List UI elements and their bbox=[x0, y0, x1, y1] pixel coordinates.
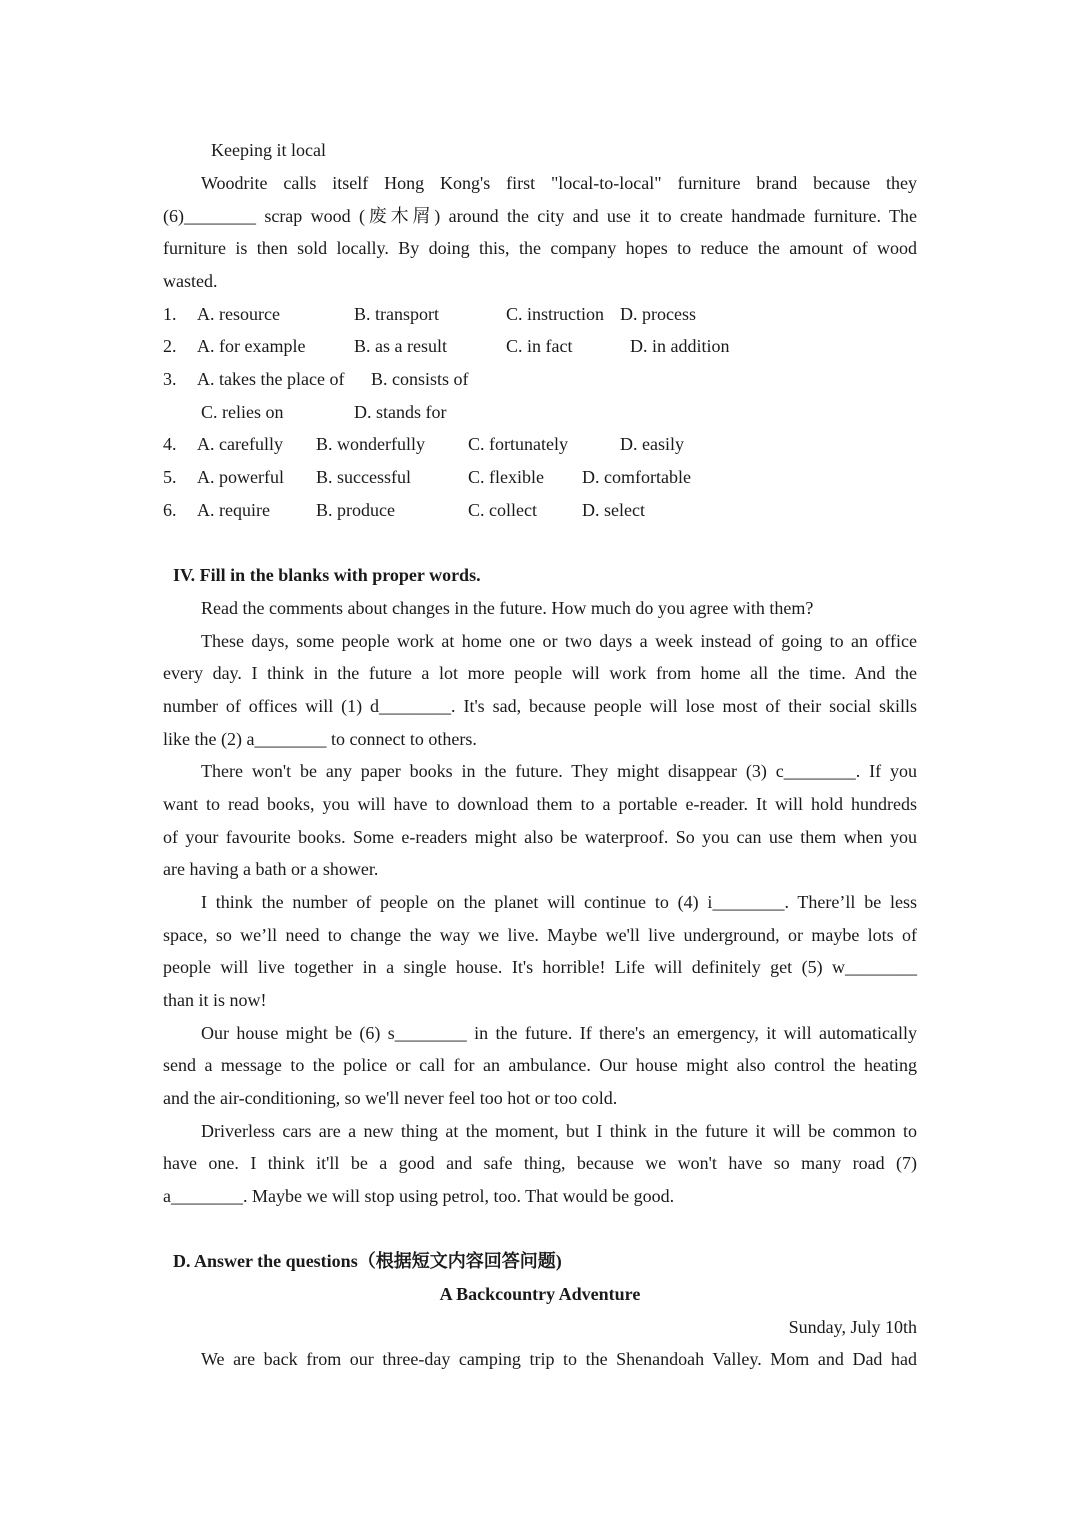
paragraph-line: a________. Maybe we will stop using petrol, too. That would be good. bbox=[163, 1186, 675, 1206]
section-intro: Read the comments about changes in the future. How much do you agree with them? bbox=[201, 598, 814, 618]
paragraph-line: are having a bath or a shower. bbox=[163, 859, 379, 879]
choice-option: B. wonderfully bbox=[316, 434, 425, 454]
choice-option: C. instruction bbox=[506, 304, 604, 324]
choice-option: D. easily bbox=[620, 434, 684, 454]
choice-option: D. comfortable bbox=[582, 467, 691, 487]
passage-line: Woodrite calls itself Hong Kong's first "local-to-local" furniture brand because they bbox=[201, 173, 917, 193]
choice-option: B. successful bbox=[316, 467, 411, 487]
choice-option: C. in fact bbox=[506, 336, 573, 356]
paragraph-line: every day. I think in the future a lot more people will work from home all the time. And the bbox=[163, 663, 917, 683]
passage-line: furniture is then sold locally. By doing this, the company hopes to reduce the amount of wood bbox=[163, 238, 917, 258]
choice-row bbox=[163, 428, 917, 461]
choice-row bbox=[163, 298, 917, 331]
choice-option: D. process bbox=[620, 304, 696, 324]
choice-option: C. flexible bbox=[468, 467, 544, 487]
choice-option: A. for example bbox=[197, 336, 306, 356]
choice-row bbox=[163, 396, 917, 429]
paragraph-line: Our house might be (6) s________ in the future. If there's an emergency, it will automatically bbox=[201, 1023, 917, 1043]
choice-option: A. powerful bbox=[197, 467, 284, 487]
paragraph-line: people will live together in a single house. It's horrible! Life will definitely get (5) w________ bbox=[163, 957, 917, 977]
passage-line: (6)________ scrap wood (废木屑) around the city and use it to create handmade furniture. The bbox=[163, 206, 917, 226]
choice-option: A. resource bbox=[197, 304, 280, 324]
section-heading: D. Answer the questions（根据短文内容回答问题) bbox=[173, 1251, 562, 1271]
passage-title: Keeping it local bbox=[211, 140, 326, 160]
paragraph-line: space, so we’ll need to change the way we live. Maybe we'll live underground, or maybe lots of bbox=[163, 925, 917, 945]
choice-option: D. select bbox=[582, 500, 645, 520]
paragraph-line: want to read books, you will have to download them to a portable e-reader. It will hold hundreds bbox=[163, 794, 917, 814]
choice-option: B. produce bbox=[316, 500, 395, 520]
paragraph-line: I think the number of people on the planet will continue to (4) i________. There’ll be less bbox=[201, 892, 917, 912]
paragraph-line: Driverless cars are a new thing at the moment, but I think in the future it will be common to bbox=[201, 1121, 917, 1141]
paragraph-line: have one. I think it'll be a good and safe thing, because we won't have so many road (7) bbox=[163, 1153, 917, 1173]
choice-row bbox=[163, 363, 917, 396]
paragraph-line: These days, some people work at home one or two days a week instead of going to an office bbox=[201, 631, 917, 651]
passage-date: Sunday, July 10th bbox=[788, 1317, 917, 1337]
choice-number: 4. bbox=[163, 434, 177, 454]
choice-row bbox=[163, 494, 917, 527]
choice-option: C. relies on bbox=[201, 402, 284, 422]
choice-option: A. require bbox=[197, 500, 270, 520]
choice-option: A. carefully bbox=[197, 434, 283, 454]
choice-option: D. stands for bbox=[354, 402, 447, 422]
paragraph-line: of your favourite books. Some e-readers might also be waterproof. So you can use them when you bbox=[163, 827, 917, 847]
choice-number: 1. bbox=[163, 304, 177, 324]
paragraph-line: send a message to the police or call for an ambulance. Our house might also control the heating bbox=[163, 1055, 917, 1075]
choice-number: 6. bbox=[163, 500, 177, 520]
choice-option: C. fortunately bbox=[468, 434, 568, 454]
passage-line: wasted. bbox=[163, 271, 218, 291]
choice-number: 3. bbox=[163, 369, 177, 389]
section-heading: IV. Fill in the blanks with proper words. bbox=[173, 565, 481, 585]
choice-option: B. consists of bbox=[371, 369, 469, 389]
choice-row bbox=[163, 461, 917, 494]
paragraph-line: and the air-conditioning, so we'll never feel too hot or too cold. bbox=[163, 1088, 618, 1108]
paragraph-line: than it is now! bbox=[163, 990, 267, 1010]
choice-option: C. collect bbox=[468, 500, 537, 520]
paragraph-line: There won't be any paper books in the future. They might disappear (3) c________. If you bbox=[201, 761, 917, 781]
choice-number: 2. bbox=[163, 336, 177, 356]
choice-option: B. as a result bbox=[354, 336, 447, 356]
choice-number: 5. bbox=[163, 467, 177, 487]
choice-option: D. in addition bbox=[630, 336, 730, 356]
choice-option: A. takes the place of bbox=[197, 369, 345, 389]
paragraph-line: We are back from our three-day camping trip to the Shenandoah Valley. Mom and Dad had bbox=[201, 1349, 917, 1369]
paragraph-line: like the (2) a________ to connect to others. bbox=[163, 729, 477, 749]
paragraph-line: number of offices will (1) d________. It's sad, because people will lose most of their social skills bbox=[163, 696, 917, 716]
passage-title: A Backcountry Adventure bbox=[439, 1284, 641, 1304]
choice-row bbox=[163, 330, 917, 363]
choice-option: B. transport bbox=[354, 304, 439, 324]
